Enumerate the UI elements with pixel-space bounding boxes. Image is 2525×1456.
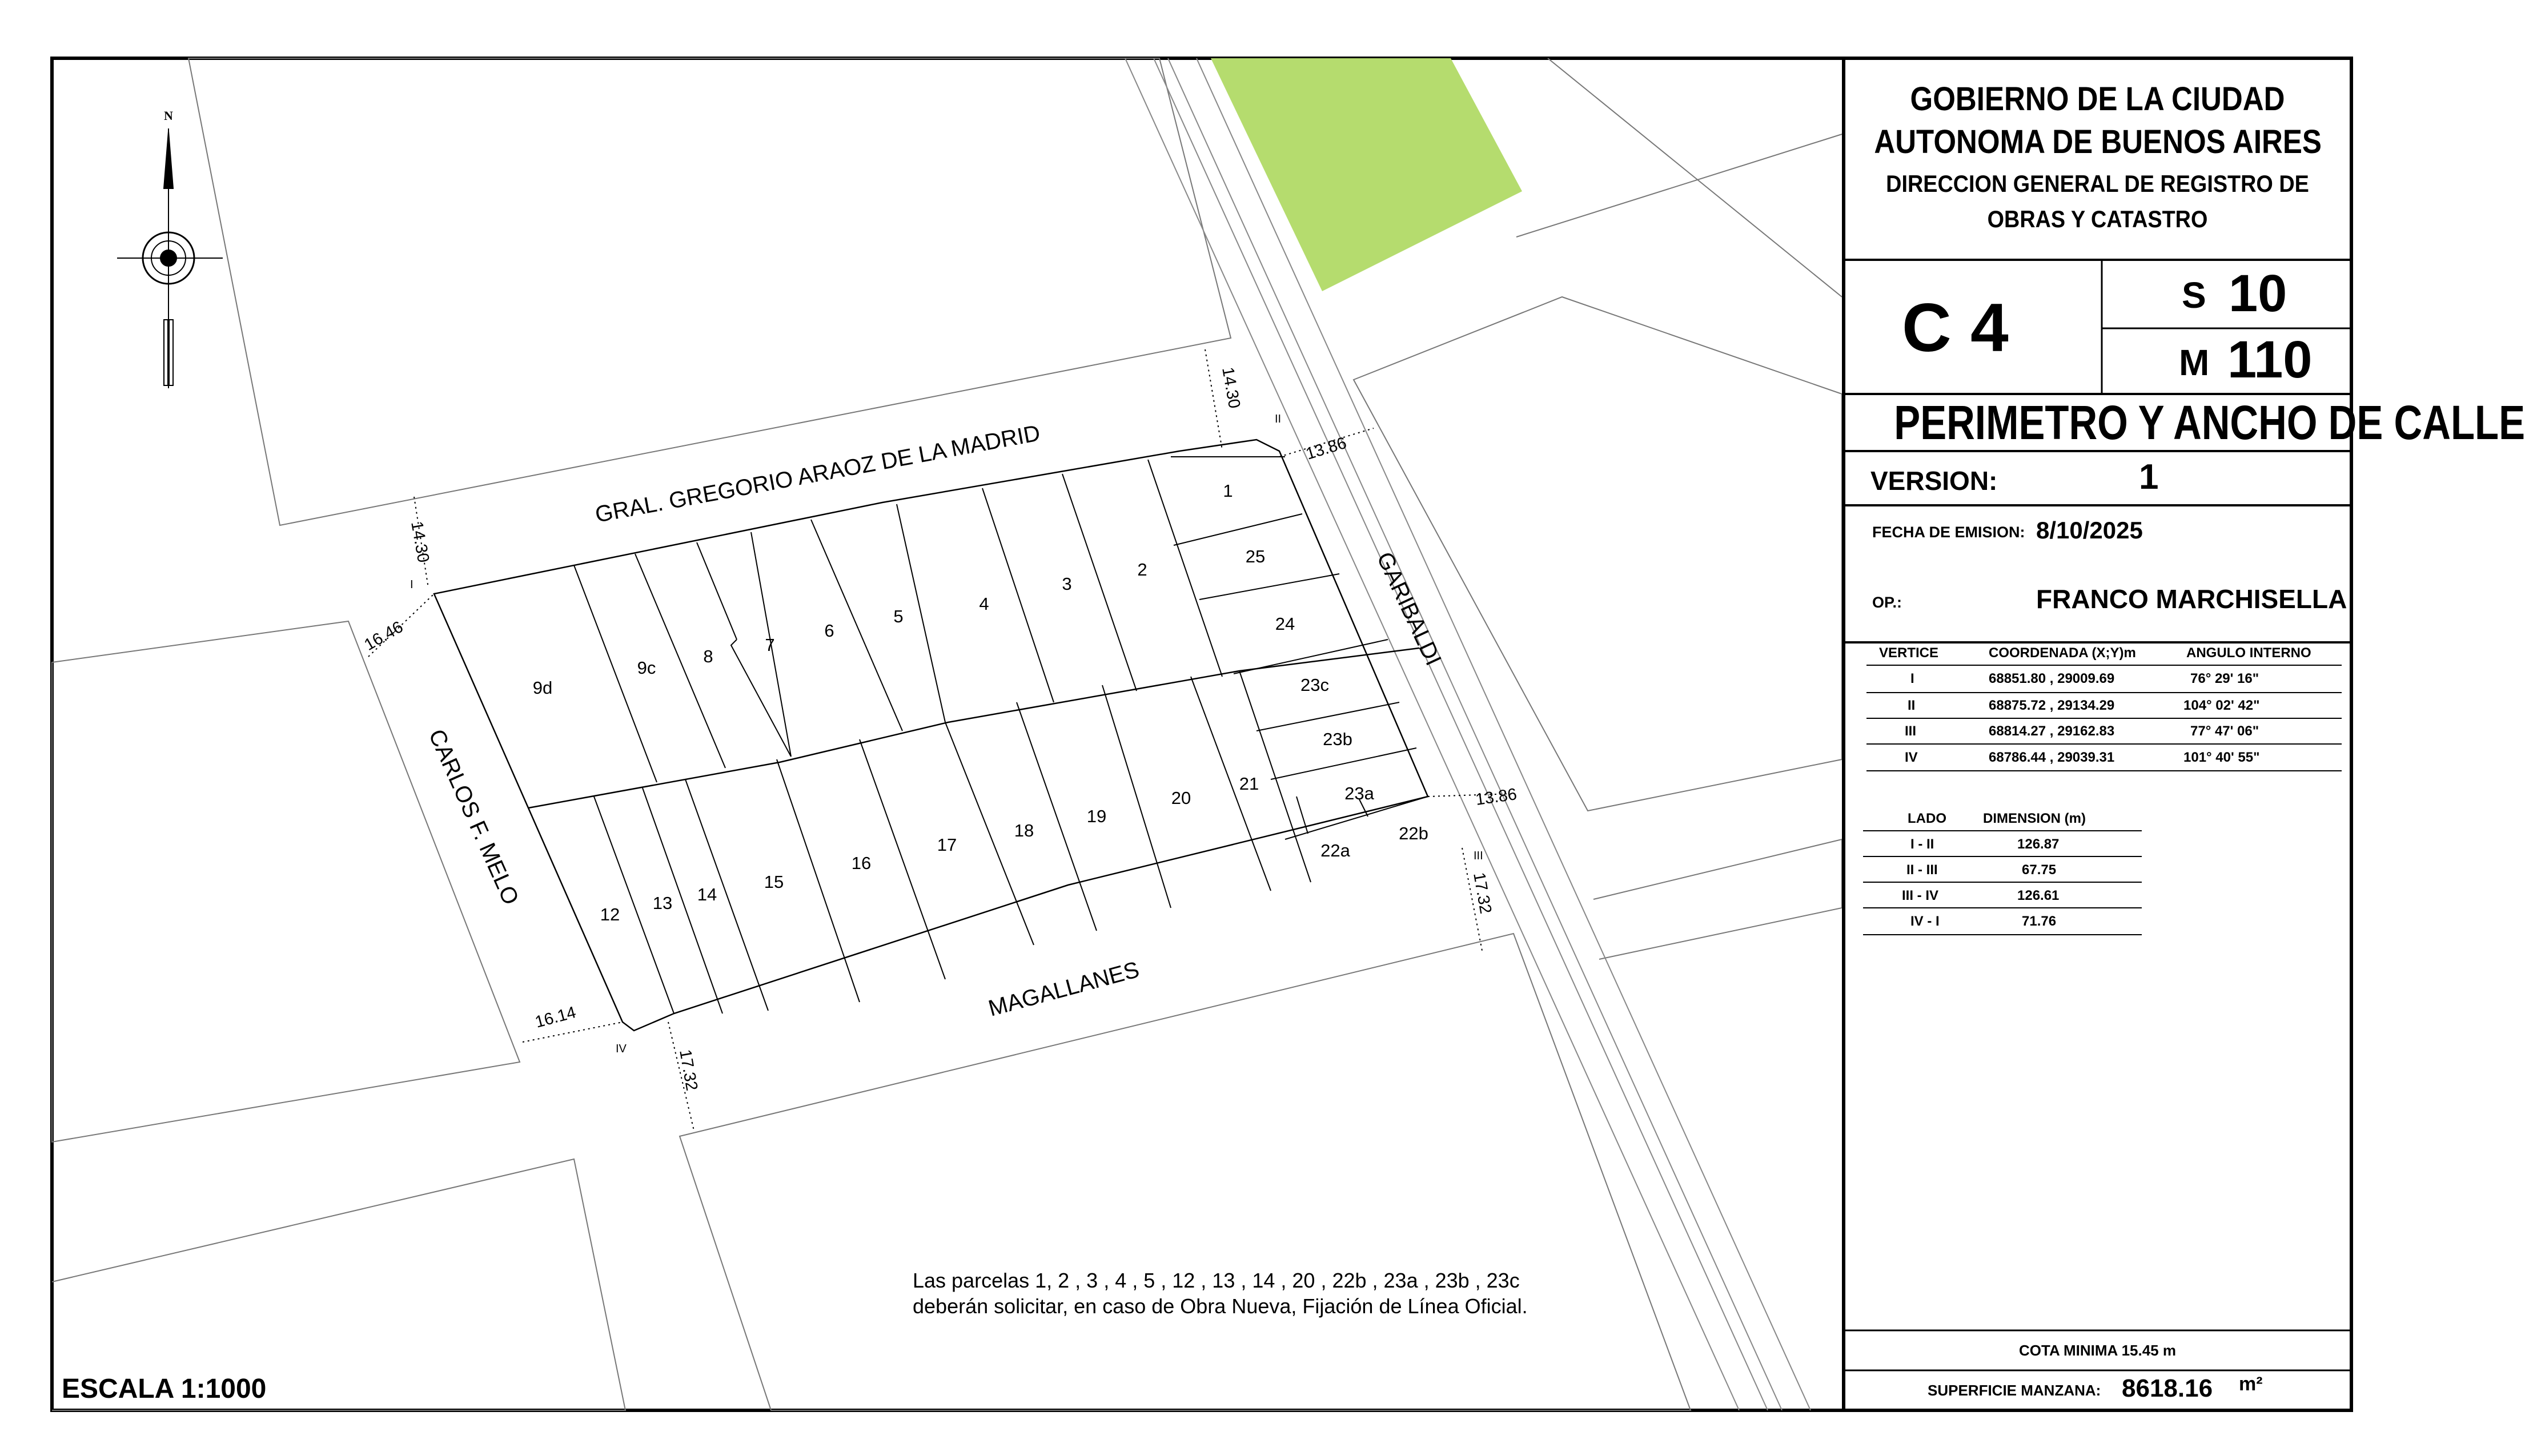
vertices-header-angulo: ANGULO INTERNO — [2186, 645, 2311, 661]
parcel-7: 7 — [765, 635, 775, 655]
vertex-row-3-angle: 77° 47' 06" — [2190, 723, 2259, 739]
header-line4: OBRAS Y CATASTRO — [1987, 206, 2208, 232]
parcel-17: 17 — [937, 835, 957, 855]
width-north-right: 14.30 — [1218, 365, 1244, 410]
parcel-25: 25 — [1245, 546, 1266, 566]
parcel-16: 16 — [851, 853, 872, 873]
parcel-1: 1 — [1223, 481, 1233, 501]
vertex-label-i: I — [410, 578, 414, 591]
header-line3: DIRECCION GENERAL DE REGISTRO DE — [1886, 170, 2309, 197]
vertex-row-3-id: III — [1905, 723, 1917, 739]
parcel-18: 18 — [1014, 820, 1034, 840]
vertex-row-4-angle: 101° 40' 55" — [2183, 750, 2260, 765]
width-west-top: 16.46 — [361, 618, 407, 655]
street-west: CARLOS F. MELO — [423, 725, 524, 909]
block-outline — [434, 440, 1428, 1031]
lado-row-3-dim: 126.61 — [2017, 888, 2060, 903]
avenue-lines — [1125, 58, 1811, 1410]
vertex-row-1-id: I — [1910, 671, 1914, 686]
circunscripcion-label: C 4 — [1902, 289, 2009, 366]
parcel-24: 24 — [1275, 614, 1295, 634]
parcel-13: 13 — [652, 893, 673, 913]
parcel-21: 21 — [1239, 774, 1259, 794]
sheet-title: PERIMETRO Y ANCHO DE CALLE — [1894, 396, 2525, 449]
street-east: GARIBALDI — [1371, 548, 1446, 670]
parcel-14: 14 — [697, 884, 717, 904]
lado-row-4-id: IV - I — [1910, 914, 1940, 929]
parcel-23a: 23a — [1344, 783, 1374, 803]
lado-row-1-dim: 126.87 — [2017, 836, 2060, 852]
parcel-20: 20 — [1171, 788, 1191, 808]
vertex-row-1-coord: 68851.80 , 29009.69 — [1989, 671, 2115, 686]
parcel-5: 5 — [893, 606, 904, 626]
vertices-header-vertice: VERTICE — [1879, 645, 1939, 661]
parcel-23c: 23c — [1300, 675, 1329, 695]
street-north: GRAL. GREGORIO ARAOZ DE LA MADRID — [593, 420, 1042, 528]
parcel-15: 15 — [764, 872, 784, 892]
manzana-label: M — [2179, 342, 2210, 383]
parcel-23b: 23b — [1323, 729, 1352, 749]
header-line1: GOBIERNO DE LA CIUDAD — [1910, 81, 2285, 118]
vertex-row-2-id: II — [1908, 698, 1916, 713]
surrounding-blocks — [52, 58, 1842, 1410]
compass-north-label: N — [164, 108, 173, 123]
vertex-label-iv: IV — [616, 1043, 627, 1055]
compass-icon — [117, 128, 223, 388]
vertex-row-1-angle: 76° 29' 16" — [2190, 671, 2259, 686]
seccion-label: S — [2182, 275, 2206, 316]
lado-row-3-id: III - IV — [1902, 888, 1939, 903]
superficie-unit: m² — [2239, 1373, 2263, 1395]
vertices-header-coordenada: COORDENADA (X;Y)m — [1989, 645, 2136, 661]
lado-row-2-dim: 67.75 — [2022, 862, 2057, 878]
parcel-9d: 9d — [532, 678, 553, 698]
parcel-19: 19 — [1086, 806, 1107, 826]
manzana-value: 110 — [2227, 331, 2313, 389]
vertex-row-2-angle: 104° 02' 42" — [2183, 698, 2260, 713]
vertex-row-3-coord: 68814.27 , 29162.83 — [1989, 723, 2115, 739]
parcel-8: 8 — [703, 646, 713, 666]
op-value: FRANCO MARCHISELLA — [2036, 584, 2347, 614]
cota-minima: COTA MINIMA 15.45 m — [2019, 1342, 2176, 1359]
width-east-top: 13.86 — [1303, 433, 1349, 464]
version-label: VERSION: — [1870, 466, 1998, 496]
fecha-value: 8/10/2025 — [2036, 517, 2143, 544]
scale-label: ESCALA 1:1000 — [62, 1374, 267, 1404]
parcel-9c: 9c — [637, 658, 656, 678]
superficie-value: 8618.16 — [2122, 1374, 2213, 1402]
parcel-22a: 22a — [1320, 840, 1350, 860]
vertex-row-2-coord: 68875.72 , 29134.29 — [1989, 698, 2115, 713]
op-label: OP.: — [1872, 594, 1902, 611]
parcel-3: 3 — [1062, 574, 1072, 594]
parcel-note-line2: deberán solicitar, en caso de Obra Nueva, Fijación de Línea Oficial. — [913, 1294, 1528, 1318]
parcel-6: 6 — [824, 621, 834, 641]
vertex-row-4-coord: 68786.44 , 29039.31 — [1989, 750, 2115, 765]
width-south-right: 17.32 — [1470, 871, 1495, 915]
parcel-lines — [574, 457, 1428, 1013]
superficie-label: SUPERFICIE MANZANA: — [1928, 1382, 2101, 1399]
fecha-label: FECHA DE EMISION: — [1872, 524, 2025, 541]
width-east-bottom: 13.86 — [1474, 785, 1518, 809]
street-south: MAGALLANES — [985, 956, 1142, 1021]
parcel-12: 12 — [600, 904, 620, 924]
parcel-note-line1: Las parcelas 1, 2 , 3 , 4 , 5 , 12 , 13 , 14 , 20 , 22b , 23a , 23b , 23c — [913, 1269, 1520, 1292]
vertex-row-4-id: IV — [1905, 750, 1918, 765]
vertex-label-ii: II — [1275, 413, 1282, 425]
version-value: 1 — [2139, 457, 2159, 497]
lado-row-2-id: II - III — [1906, 862, 1938, 878]
lado-row-1-id: I - II — [1910, 836, 1934, 852]
header-line2: AUTONOMA DE BUENOS AIRES — [1874, 123, 2322, 160]
width-west-bottom: 16.14 — [533, 1003, 578, 1032]
parcel-2: 2 — [1137, 560, 1147, 580]
parcel-4: 4 — [979, 594, 989, 614]
lados-header-lado: LADO — [1908, 811, 1946, 826]
lados-header-dimension: DIMENSION (m) — [1983, 811, 2086, 826]
lado-row-4-dim: 71.76 — [2022, 914, 2057, 929]
parcel-22b: 22b — [1399, 823, 1428, 843]
width-north-left: 14.30 — [407, 520, 433, 564]
seccion-value: 10 — [2229, 264, 2287, 323]
width-south-left: 17.32 — [676, 1048, 701, 1092]
vertex-label-iii: III — [1474, 850, 1483, 862]
